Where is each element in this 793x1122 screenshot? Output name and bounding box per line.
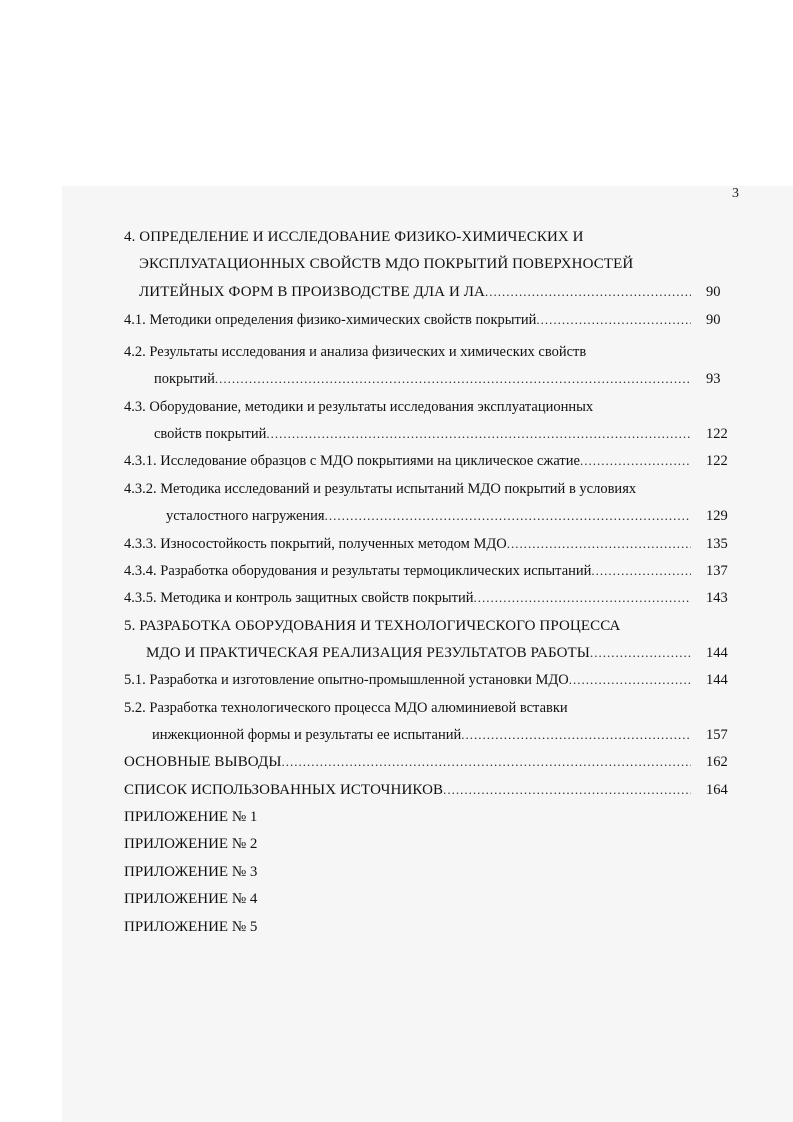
toc-page-number: 122 (706, 453, 728, 469)
toc-page-number: 122 (706, 426, 728, 442)
toc-line: 4. ОПРЕДЕЛЕНИЕ И ИССЛЕДОВАНИЕ ФИЗИКО-ХИМИЧЕСКИХ И (124, 229, 584, 245)
toc-line: МДО И ПРАКТИЧЕСКАЯ РЕАЛИЗАЦИЯ РЕЗУЛЬТАТОВ РАБОТЫ ..... (146, 643, 691, 663)
toc-line: 4.3.3. Износостойкость покрытий, полученных методом МДО ..... (124, 534, 691, 554)
toc-page-number: 93 (706, 371, 721, 387)
toc-line: 4.3.2. Методика исследований и результаты испытаний МДО покрытий в условиях (124, 481, 637, 497)
toc-line: 5.1. Разработка и изготовление опытно-промышленной установки МДО ..... (124, 670, 691, 690)
toc-line: 4.3.4. Разработка оборудования и результаты термоциклических испытаний ..... (124, 561, 691, 581)
toc-page-number: 90 (706, 284, 721, 300)
toc-page-number: 135 (706, 536, 728, 552)
toc-line: 5.2. Разработка технологического процесса МДО алюминиевой вставки (124, 700, 568, 716)
toc-page-number: 129 (706, 508, 728, 524)
toc-page-number: 157 (706, 727, 728, 743)
toc-line: 5. РАЗРАБОТКА ОБОРУДОВАНИЯ И ТЕХНОЛОГИЧЕСКОГО ПРОЦЕССА (124, 618, 621, 634)
toc-line: 4.3.5. Методика и контроль защитных свойств покрытий ..... (124, 588, 691, 608)
appendix-2: ПРИЛОЖЕНИЕ № 2 (124, 836, 258, 852)
toc-line: усталостного нагружения ..... (166, 506, 691, 526)
toc-line: свойств покрытий ..... (154, 424, 691, 444)
toc-line: 4.3. Оборудование, методики и результаты исследования эксплуатационных (124, 399, 594, 415)
appendix-3: ПРИЛОЖЕНИЕ № 3 (124, 864, 258, 880)
toc-page-number: 90 (706, 312, 721, 328)
toc-page-number: 143 (706, 590, 728, 606)
toc-page-number: 144 (706, 672, 728, 688)
toc-line: инжекционной формы и результаты ее испытаний ..... (152, 725, 691, 745)
toc-page-number: 162 (706, 754, 728, 770)
toc-line: 4.1. Методики определения физико-химических свойств покрытий ..... (124, 310, 691, 330)
toc-page-number: 164 (706, 782, 728, 798)
appendix-5: ПРИЛОЖЕНИЕ № 5 (124, 919, 258, 935)
page-number: 3 (732, 186, 739, 201)
toc-line: 4.3.1. Исследование образцов с МДО покрытиями на циклическое сжатие ..... (124, 451, 691, 471)
toc-line: ЭКСПЛУАТАЦИОННЫХ СВОЙСТВ МДО ПОКРЫТИЙ ПОВЕРХНОСТЕЙ (139, 256, 634, 272)
toc-page-number: 137 (706, 563, 728, 579)
toc-line: 4.2. Результаты исследования и анализа физических и химических свойств (124, 344, 587, 360)
toc-line: ЛИТЕЙНЫХ ФОРМ В ПРОИЗВОДСТВЕ ДЛА И ЛА ..... (139, 282, 691, 302)
toc-line: ОСНОВНЫЕ ВЫВОДЫ ..... (124, 752, 691, 772)
toc-line: покрытий ..... (154, 369, 691, 389)
toc-line: СПИСОК ИСПОЛЬЗОВАННЫХ ИСТОЧНИКОВ ..... (124, 780, 691, 800)
appendix-1: ПРИЛОЖЕНИЕ № 1 (124, 809, 258, 825)
toc-page-number: 144 (706, 645, 728, 661)
appendix-4: ПРИЛОЖЕНИЕ № 4 (124, 891, 258, 907)
